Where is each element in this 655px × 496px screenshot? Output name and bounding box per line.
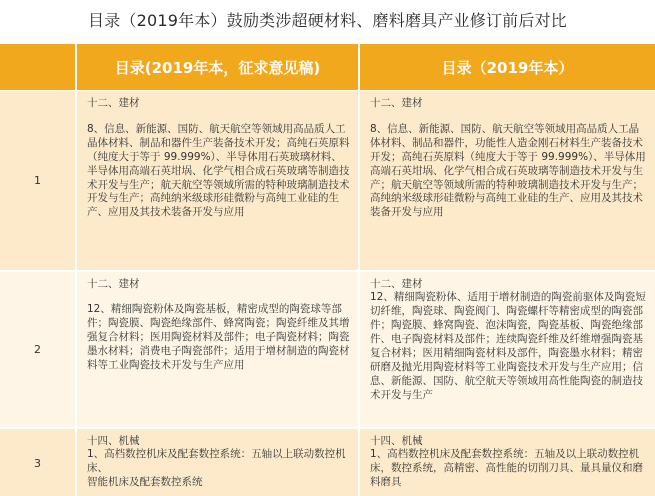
draft-cell bbox=[76, 271, 359, 428]
clause-text: 12、精细陶瓷粉体、适用于增材制造的陶瓷前驱体及陶瓷短切纤维，陶瓷球、陶瓷阀门、陶瓷螺杆等精密成型的陶瓷部件；陶瓷膜、蜂窝陶瓷、泡沫陶瓷，陶瓷基板、陶瓷绝缘部件、电子陶瓷材料及部件；连续陶瓷纤维及纤维增强陶瓷基复合材料；医用精细陶瓷材料及部件，陶瓷墨水材料；精密研磨及抛光用陶瓷材料等工业陶瓷技术开发与生产应用；信息、新能源、国防、航空航天等领域用高性能陶瓷的制造技术开发与生产 bbox=[370, 291, 646, 401]
draft-cell bbox=[76, 91, 359, 271]
section-heading: 十二、建材 bbox=[370, 277, 423, 290]
table-header-row bbox=[0, 44, 655, 91]
table-row bbox=[0, 91, 655, 271]
clause-text: 8、信息、新能源、国防、航天航空等领域用高品质人工晶体材料、制品和器件，功能性人造金刚石材料生产装备技术开发；高纯石英原料（纯度大于等于 99.999%）、半导体用高端石英坩埚、化学气相合成石英玻璃等制造技术开发与生产；航天航空等领域所需的特种玻璃制造技术开发与生产；高纯纳米级球形硅微粉与高纯工业硅的生产、应用及其技术装备开发与应用 bbox=[370, 122, 646, 219]
page-title: 目录（2019年本）鼓励类涉超硬材料、磨料磨具产业修订前后对比 bbox=[88, 11, 567, 30]
draft-cell bbox=[76, 428, 359, 496]
row-number: 2 bbox=[0, 271, 76, 428]
row-number: 3 bbox=[0, 428, 76, 496]
header-draft: 目录(2019年本，征求意见稿) bbox=[76, 44, 359, 91]
final-cell bbox=[359, 271, 655, 428]
section-heading: 十四、机械 bbox=[370, 434, 423, 447]
table-row bbox=[0, 271, 655, 428]
header-final: 目录（2019年本） bbox=[359, 44, 655, 91]
section-heading: 十四、机械 bbox=[87, 434, 140, 447]
header-num-cell bbox=[0, 44, 76, 91]
clause-text: 1、高档数控机床及配套数控系统：五轴以上联动数控机床、 智能机床及配套数控系统 bbox=[87, 448, 346, 489]
row-number: 1 bbox=[0, 91, 76, 271]
final-cell bbox=[359, 428, 655, 496]
clause-text: 8、信息、新能源、国防、航天航空等领域用高品质人工晶体材料、制品和器件生产装备技术开发；高纯石英原料（纯度大于等于 99.999%）、半导体用石英玻璃材料、半导体用高端石英坩埚、化学气相合成石英玻璃等制造技术开发与生产；航天航空等领域所需的特种玻璃制造技术开发与生产；高纯纳米级球形硅微粉与高纯工业硅的生产、应用及其技术装备开发与应用 bbox=[87, 122, 350, 219]
final-cell bbox=[359, 91, 655, 271]
clause-text: 12、精细陶瓷粉体及陶瓷基板，精密成型的陶瓷球等部件；陶瓷膜、陶瓷绝缘部件、蜂窝陶瓷；陶瓷纤维及其增强复合材料；医用陶瓷材料及部件；电子陶瓷材料；陶瓷墨水材料；消费电子陶瓷部件；适用于增材制造的陶瓷材料等工业陶瓷技术开发与生产应用 bbox=[87, 303, 350, 372]
section-heading: 十二、建材 bbox=[87, 97, 140, 109]
table-row bbox=[0, 428, 655, 496]
section-heading: 十二、建材 bbox=[87, 277, 140, 290]
section-heading: 十二、建材 bbox=[370, 97, 423, 109]
comparison-table bbox=[0, 44, 655, 496]
clause-text: 1、高档数控机床及配套数控系统：五轴及以上联动数控机床，数控系统，高精密、高性能的切削刀具、量具量仪和磨料磨具 bbox=[370, 448, 643, 489]
